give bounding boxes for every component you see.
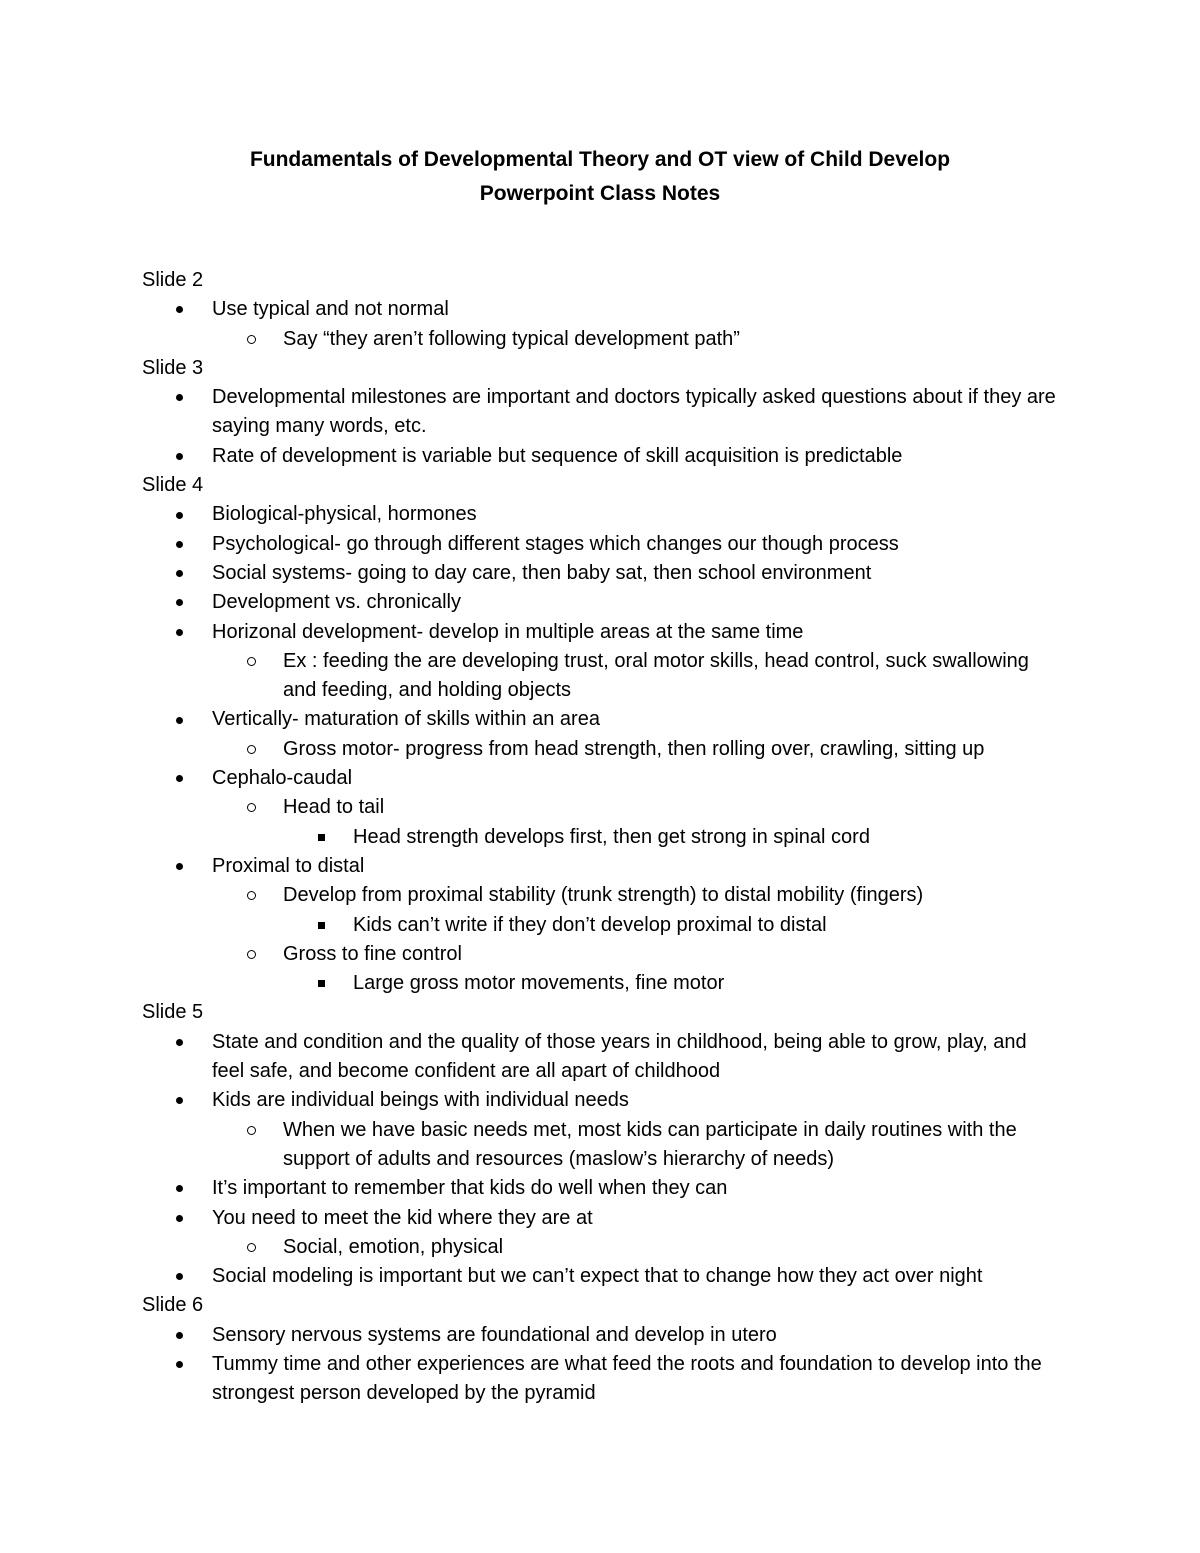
bullet-text: Say “they aren’t following typical development path” (283, 327, 740, 350)
bullet-dot-icon (176, 1028, 183, 1057)
sub-sub-bullet-item (142, 969, 1062, 998)
bullet-text: Rate of development is variable but sequence of skill acquisition is predictable (212, 444, 903, 467)
bullet-item (142, 618, 1062, 647)
bullet-circle-icon (247, 735, 256, 764)
bullet-dot-icon (176, 500, 183, 529)
sub-bullet-item (142, 793, 1062, 822)
bullet-text: Psychological- go through different stages which changes our though process (212, 532, 899, 555)
bullet-dot-icon (176, 559, 183, 588)
bullet-square-icon (318, 911, 325, 940)
bullet-circle-icon (247, 1116, 256, 1145)
document-title (0, 143, 1200, 211)
bullet-text: Kids can’t write if they don’t develop proximal to distal (353, 913, 827, 936)
bullet-text: State and condition and the quality of those years in childhood, being able to grow, play, and feel safe, and become confident are all apart of childhood (212, 1030, 1027, 1083)
bullet-circle-icon (247, 1233, 256, 1262)
bullet-circle-icon (247, 647, 256, 676)
bullet-text: Gross to fine control (283, 942, 462, 965)
bullet-dot-icon (176, 1350, 183, 1379)
bullet-text: Large gross motor movements, fine motor (353, 972, 725, 995)
bullet-text: Head to tail (283, 796, 385, 819)
bullet-dot-icon (176, 1262, 183, 1291)
bullet-text: Social modeling is important but we can’t expect that to change how they act over night (212, 1265, 983, 1288)
bullet-text: Development vs. chronically (212, 591, 461, 614)
bullet-item (142, 530, 1062, 559)
sub-bullet-item (142, 1116, 1062, 1175)
bullet-item (142, 1204, 1062, 1233)
bullet-item (142, 559, 1062, 588)
bullet-dot-icon (176, 530, 183, 559)
bullet-item (142, 764, 1062, 793)
sub-bullet-item (142, 325, 1062, 354)
bullet-square-icon (318, 823, 325, 852)
bullet-item (142, 1174, 1062, 1203)
sub-sub-bullet-item (142, 823, 1062, 852)
bullet-item (142, 295, 1062, 324)
bullet-dot-icon (176, 852, 183, 881)
title-line-2: Powerpoint Class Notes (479, 182, 721, 205)
bullet-text: Develop from proximal stability (trunk strength) to distal mobility (fingers) (283, 884, 924, 907)
bullet-text: Cephalo-caudal (212, 767, 353, 790)
sub-sub-bullet-item (142, 911, 1062, 940)
sub-bullet-item (142, 940, 1062, 969)
bullet-dot-icon (176, 383, 183, 412)
bullet-text: Social, emotion, physical (283, 1235, 504, 1258)
bullet-item (142, 500, 1062, 529)
slide-heading: Slide 2 (142, 269, 204, 291)
bullet-text: Social systems- going to day care, then baby sat, then school environment (212, 561, 872, 584)
bullet-circle-icon (247, 325, 256, 354)
bullet-circle-icon (247, 793, 256, 822)
bullet-dot-icon (176, 442, 183, 471)
bullet-item (142, 383, 1062, 442)
bullet-item (142, 1321, 1062, 1350)
bullet-dot-icon (176, 705, 183, 734)
bullet-text: Biological-physical, hormones (212, 503, 477, 526)
title-line-1: Fundamentals of Developmental Theory and OT view of Child Develop (249, 148, 951, 171)
bullet-text: Proximal to distal (212, 854, 365, 877)
bullet-item (142, 1350, 1062, 1409)
bullet-circle-icon (247, 881, 256, 910)
bullet-item (142, 1262, 1062, 1291)
bullet-text: You need to meet the kid where they are at (212, 1206, 593, 1229)
sub-bullet-item (142, 881, 1062, 910)
bullet-dot-icon (176, 1204, 183, 1233)
class-notes (142, 266, 1062, 1409)
bullet-dot-icon (176, 1321, 183, 1350)
bullet-text: Use typical and not normal (212, 298, 449, 321)
bullet-item (142, 1086, 1062, 1115)
bullet-text: When we have basic needs met, most kids can participate in daily routines with the support of adults and resources (maslow’s hierarchy of needs) (283, 1118, 1017, 1170)
bullet-dot-icon (176, 618, 183, 647)
bullet-text: Kids are individual beings with individual needs (212, 1089, 629, 1112)
slide-heading: Slide 3 (142, 356, 204, 379)
bullet-text: Sensory nervous systems are foundational and develop in utero (212, 1323, 777, 1346)
bullet-dot-icon (176, 764, 183, 793)
sub-bullet-item (142, 1233, 1062, 1262)
bullet-text: Tummy time and other experiences are what feed the roots and foundation to develop into the strongest person developed by the pyramid (212, 1352, 1042, 1405)
bullet-dot-icon (176, 1174, 183, 1203)
bullet-square-icon (318, 969, 325, 998)
bullet-item (142, 852, 1062, 881)
sub-bullet-item (142, 735, 1062, 764)
bullet-item (142, 442, 1062, 471)
bullet-item (142, 1028, 1062, 1087)
bullet-dot-icon (176, 295, 183, 324)
bullet-dot-icon (176, 1086, 183, 1115)
sub-bullet-item (142, 647, 1062, 706)
bullet-text: Gross motor- progress from head strength, then rolling over, crawling, sitting up (283, 737, 985, 760)
bullet-text: Ex : feeding the are developing trust, oral motor skills, head control, suck swallowing and feeding, and holding objects (283, 649, 1029, 702)
bullet-circle-icon (247, 940, 256, 969)
bullet-text: It’s important to remember that kids do well when they can (212, 1177, 728, 1200)
bullet-text: Horizonal development- develop in multiple areas at the same time (212, 620, 804, 643)
bullet-item (142, 588, 1062, 617)
slide-heading: Slide 4 (142, 474, 204, 497)
bullet-item (142, 705, 1062, 734)
slide-heading: Slide 6 (142, 1294, 204, 1317)
bullet-text: Vertically- maturation of skills within an area (212, 708, 600, 731)
slide-heading: Slide 5 (142, 1001, 204, 1024)
bullet-text: Head strength develops first, then get strong in spinal cord (353, 825, 870, 848)
bullet-dot-icon (176, 588, 183, 617)
bullet-text: Developmental milestones are important and doctors typically asked questions about if they are saying many words, etc. (212, 386, 1056, 438)
